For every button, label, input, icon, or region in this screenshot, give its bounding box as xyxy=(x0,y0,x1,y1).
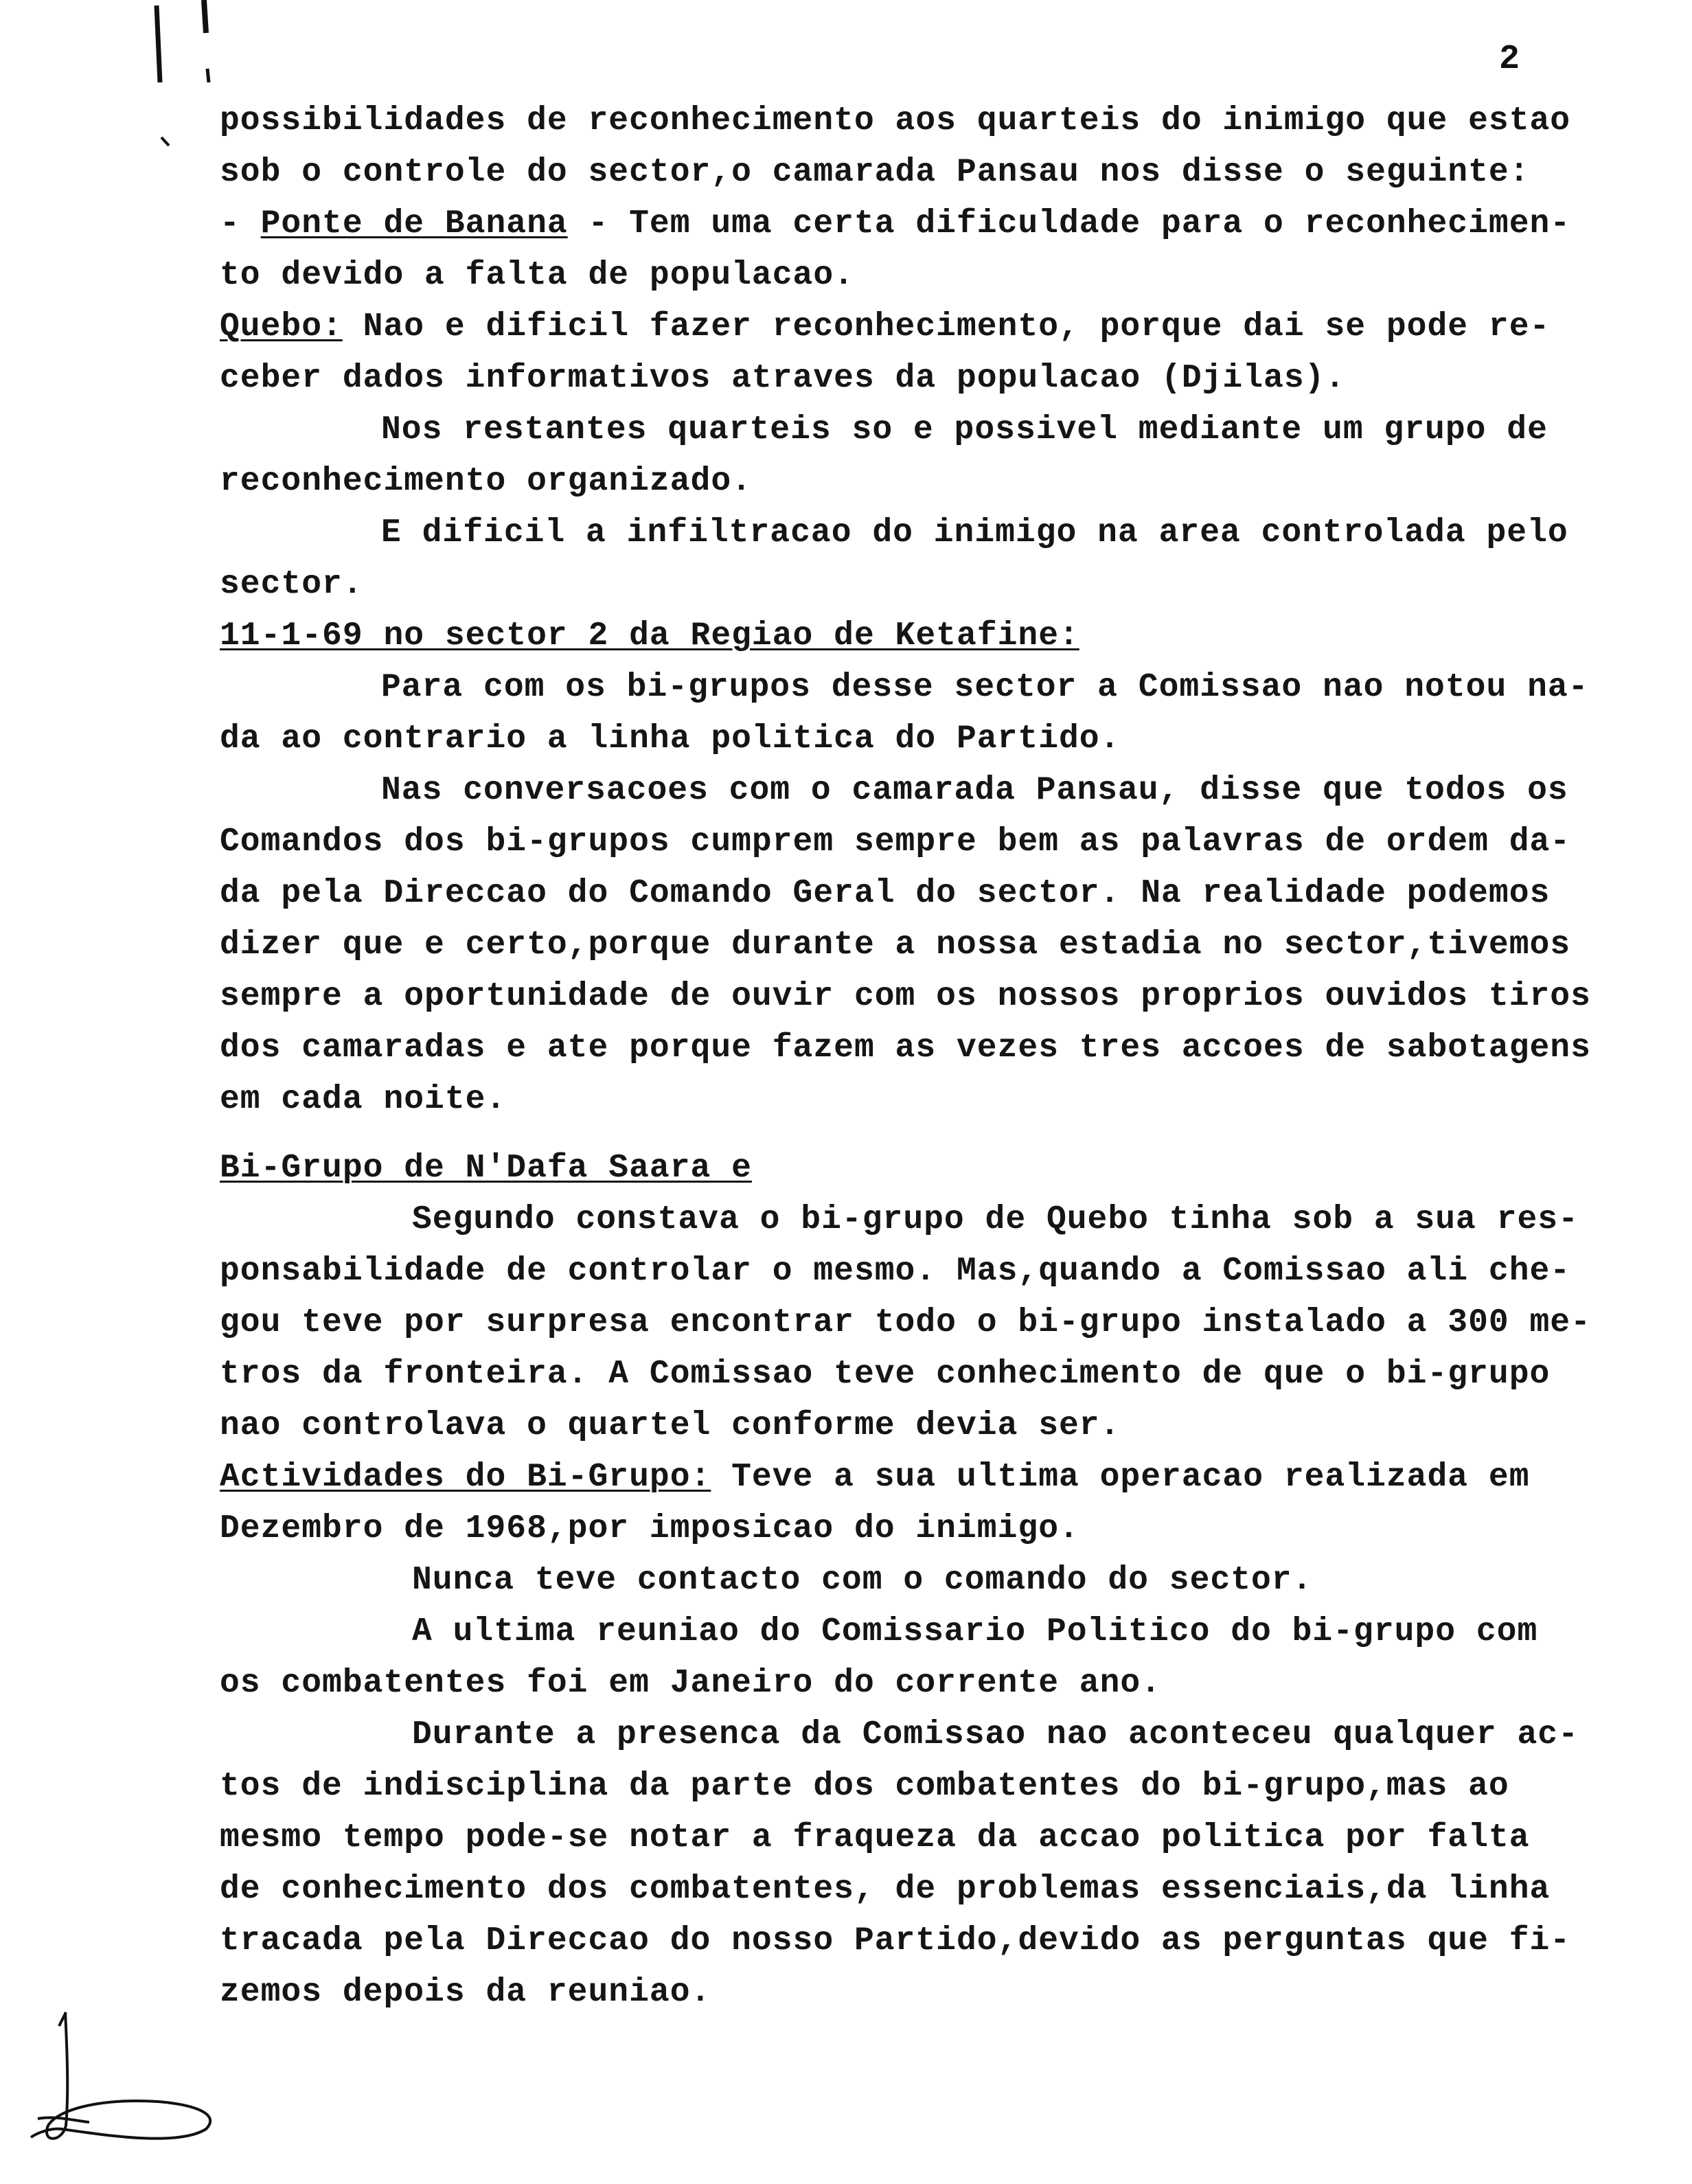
text-line: sempre a oportunidade de ouvir com os nossos proprios ouvidos tiros xyxy=(220,978,1591,1015)
text-segment: Teve a sua ultima operacao realizada em xyxy=(711,1459,1530,1496)
text-segment: - Tem uma certa dificuldade para o reconhecimen- xyxy=(567,205,1571,242)
heading-actividades: Actividades do Bi-Grupo: xyxy=(220,1459,711,1496)
text-line: Segundo constava o bi-grupo de Quebo tinha sob a sua res- xyxy=(412,1201,1579,1238)
text-line: gou teve por surpresa encontrar todo o bi-grupo instalado a 300 me- xyxy=(220,1304,1591,1341)
text-line: nao controlava o quartel conforme devia ser. xyxy=(220,1407,1121,1444)
heading-quebo: Quebo: xyxy=(220,308,343,345)
text-line: E dificil a infiltracao do inimigo na area controlada pelo xyxy=(381,514,1568,551)
text-line: da pela Direccao do Comando Geral do sector. Na realidade podemos xyxy=(220,875,1551,912)
text-line: ponsabilidade de controlar o mesmo. Mas,quando a Comissao ali che- xyxy=(220,1253,1571,1290)
page-number: 2 xyxy=(1499,40,1520,79)
text-line: Para com os bi-grupos desse sector a Comissao nao notou na- xyxy=(381,669,1589,706)
text-line: Dezembro de 1968,por imposicao do inimigo. xyxy=(220,1510,1079,1547)
text-line: - Ponte de Banana - Tem uma certa dificuldade para o reconhecimen- xyxy=(220,205,1571,242)
text-segment: Nao e dificil fazer reconhecimento, porque dai se pode re- xyxy=(342,308,1551,345)
text-line: Nos restantes quarteis so e possivel mediante um grupo de xyxy=(381,411,1548,448)
text-line: dizer que e certo,porque durante a nossa estadia no sector,tivemos xyxy=(220,926,1571,964)
text-line: sector. xyxy=(220,566,363,603)
text-line: sob o controle do sector,o camarada Pansau nos disse o seguinte: xyxy=(220,154,1530,191)
text-line: A ultima reuniao do Comissario Politico do bi-grupo com xyxy=(412,1613,1538,1650)
text-line: da ao contrario a linha politica do Partido. xyxy=(220,720,1121,758)
text-line: em cada noite. xyxy=(220,1081,507,1118)
section-heading-date: 11-1-69 no sector 2 da Regiao de Ketafine: xyxy=(220,617,1079,655)
heading-ponte-de-banana: Ponte de Banana xyxy=(260,205,568,242)
text-line: reconhecimento organizado. xyxy=(220,463,752,500)
text-line: tros da fronteira. A Comissao teve conhecimento de que o bi-grupo xyxy=(220,1356,1551,1393)
text-line: mesmo tempo pode-se notar a fraqueza da accao politica por falta xyxy=(220,1819,1530,1856)
text-line: tracada pela Direccao do nosso Partido,devido as perguntas que fi- xyxy=(220,1922,1571,1959)
text-line: Durante a presenca da Comissao nao aconteceu qualquer ac- xyxy=(412,1716,1579,1753)
text-line: tos de indisciplina da parte dos combatentes do bi-grupo,mas ao xyxy=(220,1768,1509,1805)
text-line: Nas conversacoes com o camarada Pansau, disse que todos os xyxy=(381,772,1568,809)
text-line: Comandos dos bi-grupos cumprem sempre bem as palavras de ordem da- xyxy=(220,823,1571,861)
text-line: os combatentes foi em Janeiro do corrente ano. xyxy=(220,1665,1162,1702)
text-line: possibilidades de reconhecimento aos quarteis do inimigo que estao xyxy=(220,102,1571,139)
text-line: zemos depois da reuniao. xyxy=(220,1974,711,2011)
text-line: dos camaradas e ate porque fazem as vezes tres accoes de sabotagens xyxy=(220,1030,1591,1067)
section-heading-bi-grupo: Bi-Grupo de N'Dafa Saara e xyxy=(220,1150,752,1187)
text-line: de conhecimento dos combatentes, de problemas essenciais,da linha xyxy=(220,1871,1551,1908)
text-line: to devido a falta de populacao. xyxy=(220,257,854,294)
text-line: Nunca teve contacto com o comando do sector. xyxy=(412,1562,1313,1599)
text-line: ceber dados informativos atraves da populacao (Djilas). xyxy=(220,360,1346,397)
